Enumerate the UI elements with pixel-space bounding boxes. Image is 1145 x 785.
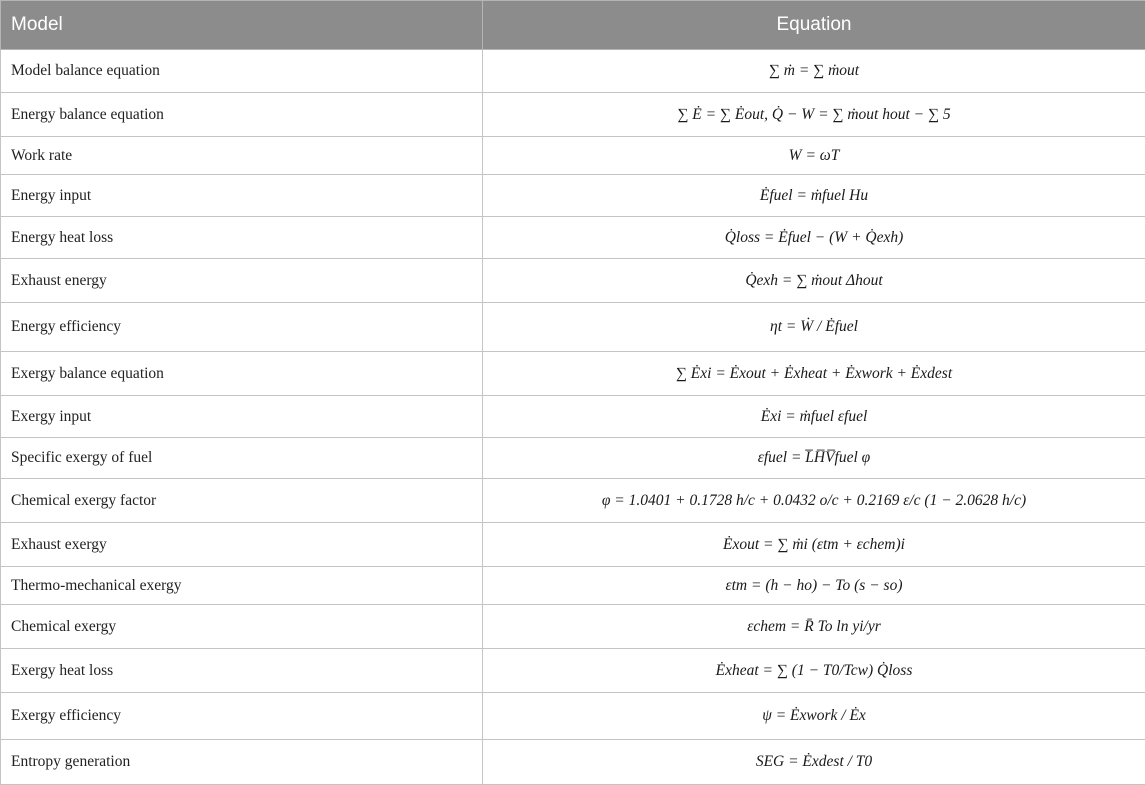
- equation-cell: ηt = Ẇ / Ėfuel: [483, 303, 1145, 352]
- model-cell: Model balance equation: [1, 50, 483, 93]
- header-model: Model: [1, 1, 483, 50]
- equation-cell: ∑ Ėxi = Ėxout + Ėxheat + Ėxwork + Ėxdest: [483, 352, 1145, 396]
- model-cell: Exergy balance equation: [1, 352, 483, 396]
- model-cell: Exhaust exergy: [1, 523, 483, 567]
- equation-cell: εtm = (h − ho) − To (s − so): [483, 567, 1145, 605]
- equation-cell: φ = 1.0401 + 0.1728 h/c + 0.0432 o/c + 0.2169 ε/c (1 − 2.0628 h/c): [483, 479, 1145, 523]
- equation-cell: ∑ ṁ = ∑ ṁout: [483, 50, 1145, 93]
- table-row: [1, 605, 1145, 649]
- model-cell: Chemical exergy factor: [1, 479, 483, 523]
- model-cell: Exergy heat loss: [1, 649, 483, 693]
- table-row: [1, 175, 1145, 217]
- model-cell: Exergy efficiency: [1, 693, 483, 740]
- table-row: [1, 740, 1145, 785]
- model-cell: Exhaust energy: [1, 259, 483, 303]
- equation-cell: Ėxheat = ∑ (1 − T0/Tcw) Q̇loss: [483, 649, 1145, 693]
- table-row: [1, 93, 1145, 137]
- model-cell: Energy heat loss: [1, 217, 483, 259]
- model-cell: Energy balance equation: [1, 93, 483, 137]
- table-row: [1, 396, 1145, 438]
- equation-cell: Ėfuel = ṁfuel Hu: [483, 175, 1145, 217]
- table-row: [1, 693, 1145, 740]
- equation-cell: Q̇exh = ∑ ṁout Δhout: [483, 259, 1145, 303]
- model-cell: Energy efficiency: [1, 303, 483, 352]
- equation-cell: W = ωT: [483, 137, 1145, 175]
- model-cell: Exergy input: [1, 396, 483, 438]
- model-cell: Thermo-mechanical exergy: [1, 567, 483, 605]
- equation-cell: εchem = R̄ To ln yi/yr: [483, 605, 1145, 649]
- table-row: [1, 479, 1145, 523]
- table-row: [1, 567, 1145, 605]
- table-row: [1, 523, 1145, 567]
- table-row: [1, 438, 1145, 479]
- equation-cell: ψ = Ėxwork / Ėx: [483, 693, 1145, 740]
- equation-cell: ∑ Ė = ∑ Ėout, Q̇ − W = ∑ ṁout hout − ∑ 5: [483, 93, 1145, 137]
- equation-cell: εfuel = L̅H̅V̅fuel φ: [483, 438, 1145, 479]
- model-cell: Specific exergy of fuel: [1, 438, 483, 479]
- model-cell: Chemical exergy: [1, 605, 483, 649]
- table-row: [1, 649, 1145, 693]
- table-row: [1, 137, 1145, 175]
- table-row: [1, 50, 1145, 93]
- table-row: [1, 217, 1145, 259]
- model-cell: Entropy generation: [1, 740, 483, 785]
- table-row: [1, 303, 1145, 352]
- model-cell: Energy input: [1, 175, 483, 217]
- header-equation: Equation: [483, 1, 1145, 50]
- equation-cell: Ėxi = ṁfuel εfuel: [483, 396, 1145, 438]
- table-header: [1, 1, 1145, 50]
- equation-cell: SEG = Ėxdest / T0: [483, 740, 1145, 785]
- equation-cell: Ėxout = ∑ ṁi (εtm + εchem)i: [483, 523, 1145, 567]
- table-body: [1, 50, 1145, 785]
- model-cell: Work rate: [1, 137, 483, 175]
- table-row: [1, 352, 1145, 396]
- table-row: [1, 259, 1145, 303]
- equation-cell: Q̇loss = Ėfuel − (W + Q̇exh): [483, 217, 1145, 259]
